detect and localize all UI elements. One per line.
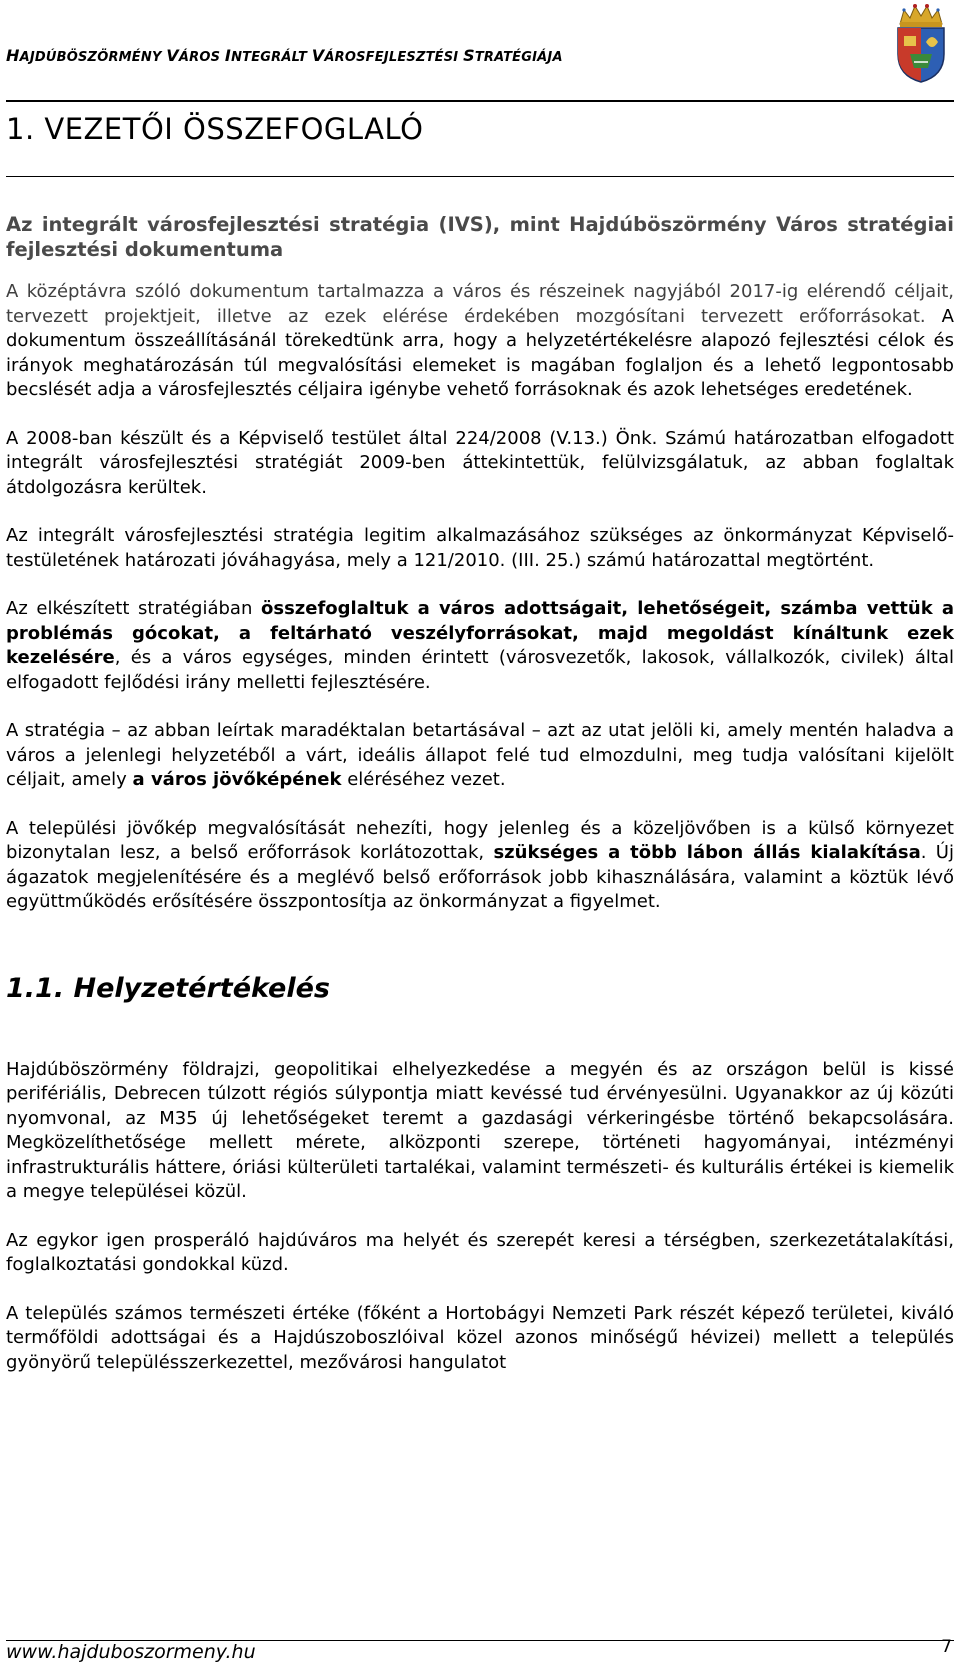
header-word: NTEGRÁLT — [231, 50, 312, 65]
header-initial: V — [166, 46, 179, 65]
page-number: 7 — [941, 1637, 952, 1657]
paragraph-text: Az elkészített stratégiában — [6, 598, 261, 619]
page-footer — [6, 1637, 954, 1665]
paragraph: A település számos természeti értéke (főként a Hortobágyi Nemzeti Park részét képező területei, kiváló termőföldi adottságai és a Hajdúszoboszlóival közel azonos minőségű hévizei) mellett a település gyönyörű településszerkezettel, mezővárosi hangulatot — [6, 1302, 954, 1373]
header-initial: I — [224, 46, 232, 65]
header-word: AJDÚBÖSZÖRMÉNY — [19, 50, 167, 65]
paragraph-text: A stratégia – az abban leírtak maradéktalan betartásával – azt az utat jelöli ki, amely mentén haladva a város a jelenlegi helyzetéből a várt, ideális állapot felé tud elmozdulni, meg tudja valósítani kijelölt céljait, amely — [6, 720, 954, 790]
lead-sentence: A középtávra szóló dokumentum tartalmazza a város és részeinek nagyjából 2017-ig elérendő céljait, tervezett projektjeit, illetve az ezek elérése érdekében mozgósítani tervezett erőforrásokat. — [6, 281, 954, 327]
header-rule — [6, 100, 954, 102]
header-word: ÁROSFEJLESZTÉSI — [324, 50, 464, 65]
website-link[interactable]: www.hajduboszormeny.hu — [6, 1641, 256, 1663]
bold-emphasis: a város jövőképének — [132, 769, 342, 790]
bold-emphasis: szükséges a több lábon állás kialakítása — [493, 842, 921, 863]
header-initial: S — [463, 46, 475, 65]
paragraph-text: A települési jövőkép megvalósítását nehezíti, hogy jelenleg és a közeljövőben is a külső környezet bizonytalan lesz, a belső erőforrások korlátozottak, — [6, 817, 954, 863]
paragraph — [6, 597, 954, 695]
paragraph: Az egykor igen prosperáló hajdúváros ma helyét és szerepét keresi a térségben, szerkezetátalakítási, foglalkoztatási gondokkal küzd. — [6, 1229, 954, 1275]
header-initial: V — [311, 46, 325, 65]
paragraph-text: A dokumentum összeállításánál törekedtünk arra, hogy a helyzetértékelésre alapozó fejlesztési célok és irányok meghatározásán túl megvalósítási elemeket is magában foglaljon és a lehető legpontosabb becslését adja a városfejlesztés céljaira igénybe vehető forrásoknak és azok lehetséges eredetének. — [6, 305, 954, 400]
paragraph — [6, 817, 954, 915]
running-header-title — [6, 46, 563, 65]
paragraph-text: , és a város egységes, minden érintett (városvezetők, lakosok, vállalkozók, civilek) által elfogadott fejlődési irány melletti fejlesztésére. — [6, 647, 954, 693]
header-initial: H — [6, 46, 20, 65]
chapter-divider — [6, 176, 954, 177]
document-page — [6, 0, 954, 1666]
paragraph-text: . Új ágazatok megjelenítésére és a meglévő belső erőforrások jobb kihasználására, valamint a köztük lévő együttműködés erősítésére összpontosítja az önkormányzat a figyelmet. — [6, 842, 954, 912]
city-coat-of-arms-icon — [890, 2, 952, 84]
section-subheading: Az integrált városfejlesztési stratégia (IVS), mint Hajdúböszörmény Város stratégiai fejlesztési dokumentuma — [6, 213, 954, 261]
page-header — [6, 40, 954, 100]
paragraph: Az integrált városfejlesztési stratégia legitim alkalmazásához szükséges az önkormányzat Képviselő-testületének határozati jóváhagyása, mely a 121/2010. (III. 25.) számú határozattal megtörtént. — [6, 525, 954, 571]
paragraph — [6, 280, 954, 403]
chapter-title: 1. VEZETŐI ÖSSZEFOGLALÓ — [6, 112, 424, 146]
header-word: TRATÉGIÁJA — [474, 50, 563, 65]
main-content — [6, 212, 954, 1399]
bold-emphasis: összefoglaltuk a város adottságait, lehetőségeit, számba vettük a problémás gócokat, a feltárható veszélyforrásokat, majd megoldást kínáltunk ezek kezelésére — [6, 598, 954, 668]
paragraph-text: eléréséhez vezet. — [341, 769, 506, 790]
paragraph: Hajdúböszörmény földrajzi, geopolitikai elhelyezkedése a megyén és az országon belül is kissé perifériális, Debrecen túlzott régiós súlypontja miatt kevéssé tud érvényesülni. Ugyanakkor az új közúti nyomvonal, az M35 új lehetőségeket teremt a gazdasági vérkeringésbe történő bekapcsolására. Megközelíthetősége mellett mérete, alközponti szerepe, történeti hagyományai, intézményi infrastrukturális háttere, óriási külterületi tartalékai, valamint természeti- és kulturális értékei is kiemelik a megye települései közül. — [6, 1058, 954, 1202]
header-word: ÁROS — [178, 50, 225, 65]
section-title: 1.1. Helyzetértékelés — [6, 972, 330, 1004]
paragraph: A 2008-ban készült és a Képviselő testület által 224/2008 (V.13.) Önk. Számú határozatban elfogadott integrált városfejlesztési stratégiát 2009-ben áttekintettük, felülvizsgálatuk, az abban foglaltak átdolgozásra kerültek. — [6, 427, 954, 498]
paragraph — [6, 719, 954, 793]
